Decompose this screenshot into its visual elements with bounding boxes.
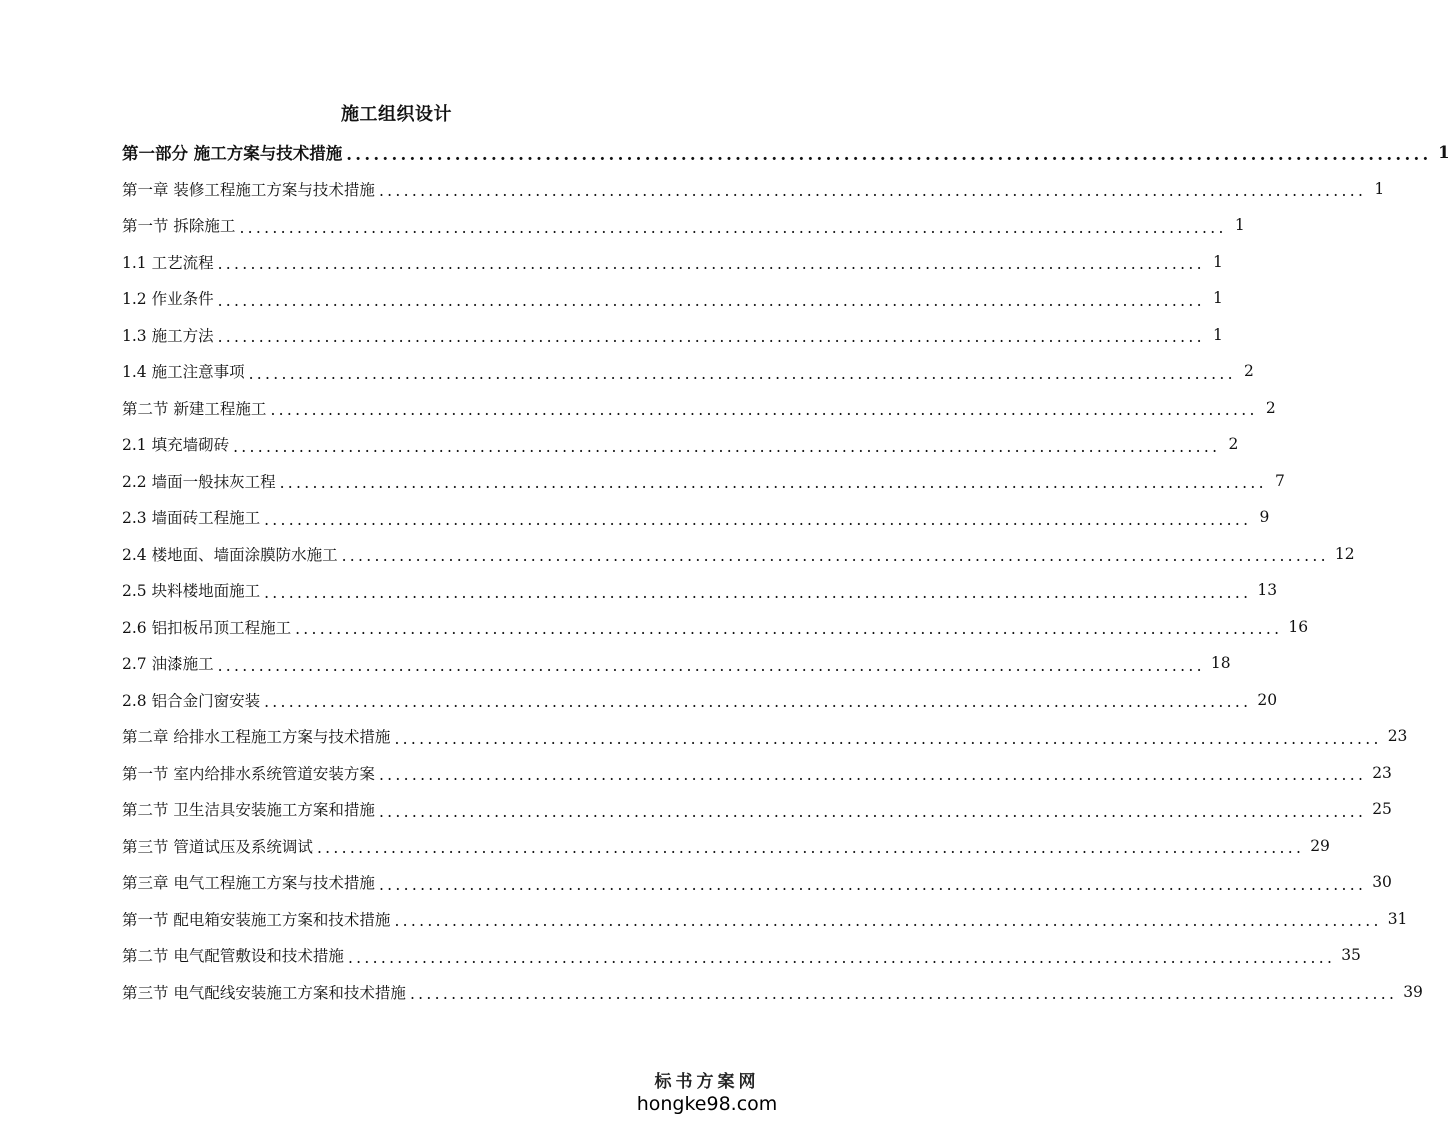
toc-entry-page-number: 2 [1265, 398, 1276, 417]
toc-leader-dots: ........................................................................................................................ [295, 620, 1283, 638]
toc-entry-label: 2.1 填充墙砌砖 [122, 436, 230, 455]
toc-entry-page-number: 29 [1310, 836, 1330, 855]
toc-leader-dots: ........................................................................................................................ [378, 875, 1367, 894]
toc-entry-label: 第一部分 施工方案与技术措施 [122, 144, 343, 164]
toc-leader-dots: ........................................................................................................................ [264, 510, 1252, 529]
toc-entry [122, 645, 1231, 682]
toc-entry [122, 755, 1392, 792]
toc-leader-dots: ........................................................................................................................ [217, 255, 1205, 273]
toc-leader-dots: ........................................................................................................................ [279, 474, 1267, 492]
toc-entry-page-number: 18 [1210, 654, 1231, 673]
toc-entry [122, 280, 1223, 317]
toc-leader-dots: ........................................................................................................................ [378, 766, 1367, 784]
toc-entry [122, 828, 1330, 865]
watermark-chinese-text: 标书方案网 [654, 1072, 760, 1092]
toc-leader-dots: ........................................................................................................................ [217, 656, 1205, 675]
toc-entry-page-number: 25 [1372, 800, 1392, 819]
toc-entry-page-number: 1 [1212, 289, 1223, 308]
toc-entry-page-number: 2 [1243, 362, 1254, 381]
toc-entry-label: 1.1 工艺流程 [122, 253, 214, 272]
toc-leader-dots: ........................................................................................................................ [394, 729, 1382, 748]
toc-entry-page-number: 39 [1403, 982, 1423, 1001]
toc-entry-page-number: 1 [1374, 179, 1385, 198]
toc-entry [122, 134, 1450, 171]
toc-entry-page-number: 23 [1387, 727, 1408, 746]
toc-entry-label: 第一章 装修工程施工方案与技术措施 [122, 180, 375, 199]
toc-entry-page-number: 35 [1341, 946, 1361, 965]
toc-leader-dots: ........................................................................................................................ [270, 401, 1258, 419]
toc-entry-page-number: 12 [1334, 544, 1355, 563]
toc-entry-page-number: 23 [1372, 763, 1392, 782]
toc-entry [122, 426, 1239, 463]
toc-entry [122, 317, 1223, 354]
toc-entry-label: 2.3 墙面砖工程施工 [122, 509, 261, 528]
toc-entry-page-number: 9 [1259, 508, 1270, 527]
toc-entry-label: 2.4 楼地面、墙面涂膜防水施工 [122, 545, 338, 564]
toc-entry-label: 第三章 电气工程施工方案与技术措施 [122, 874, 375, 893]
toc-leader-dots: ........................................................................................................................ [378, 182, 1367, 200]
toc-entry [122, 499, 1270, 536]
toc-entry [122, 974, 1423, 1011]
toc-entry-label: 1.2 作业条件 [122, 290, 214, 309]
toc-leader-dots: ........................................................................................................................ [239, 218, 1227, 237]
toc-entry [122, 463, 1285, 500]
toc-entry-label: 第一节 配电箱安装施工方案和技术措施 [122, 910, 391, 929]
document-title: 施工组织设计 [341, 104, 452, 125]
table-of-contents [122, 134, 1450, 1010]
toc-leader-dots: ........................................................................................................................ [264, 693, 1252, 711]
toc-entry [122, 244, 1223, 281]
toc-entry [122, 572, 1278, 609]
toc-entry [122, 682, 1278, 719]
toc-entry-page-number: 1 [1212, 252, 1223, 271]
toc-entry-page-number: 1 [1438, 142, 1450, 162]
toc-entry-page-number: 1 [1234, 216, 1245, 235]
toc-entry [122, 937, 1361, 974]
toc-entry-label: 2.7 油漆施工 [122, 655, 214, 674]
toc-entry-page-number: 1 [1212, 325, 1223, 344]
toc-entry-page-number: 7 [1274, 471, 1285, 490]
toc-entry-label: 第二章 给排水工程施工方案与技术措施 [122, 728, 391, 747]
site-watermark [632, 1071, 782, 1115]
toc-entry-page-number: 13 [1257, 581, 1278, 600]
toc-entry [122, 609, 1309, 646]
toc-leader-dots: ........................................................................................................................ [316, 839, 1305, 857]
toc-entry-label: 第三节 管道试压及系统调试 [122, 837, 313, 856]
toc-leader-dots: ........................................................................................................................ [394, 912, 1382, 930]
toc-entry [122, 536, 1355, 573]
toc-entry-page-number: 2 [1228, 435, 1239, 454]
toc-entry [122, 390, 1276, 427]
toc-entry [122, 171, 1385, 208]
toc-entry-label: 2.5 块料楼地面施工 [122, 582, 261, 601]
toc-entry-page-number: 30 [1372, 873, 1392, 892]
toc-leader-dots: ........................................................................................................................ [409, 985, 1398, 1003]
toc-entry [122, 718, 1408, 755]
toc-entry [122, 901, 1408, 938]
toc-leader-dots: ........................................................................................................................ [347, 948, 1336, 967]
toc-leader-dots: ........................................................................................................................ [346, 145, 1432, 164]
toc-entry-label: 第二节 新建工程施工 [122, 399, 267, 418]
toc-leader-dots: ........................................................................................................................ [378, 802, 1367, 821]
toc-leader-dots: ........................................................................................................................ [341, 547, 1329, 565]
toc-entry [122, 207, 1245, 244]
toc-entry [122, 864, 1392, 901]
toc-leader-dots: ........................................................................................................................ [264, 583, 1252, 602]
toc-entry-label: 1.3 施工方法 [122, 326, 214, 345]
toc-leader-dots: ........................................................................................................................ [233, 437, 1221, 456]
toc-entry-label: 2.2 墙面一般抹灰工程 [122, 472, 276, 491]
watermark-url-text: hongke98.com [636, 1093, 778, 1115]
toc-leader-dots: ........................................................................................................................ [248, 364, 1236, 383]
toc-entry-page-number: 16 [1288, 617, 1309, 636]
toc-entry-label: 第三节 电气配线安装施工方案和技术措施 [122, 983, 406, 1002]
toc-entry-label: 1.4 施工注意事项 [122, 363, 245, 382]
toc-entry-label: 2.6 铝扣板吊顶工程施工 [122, 618, 292, 637]
toc-entry-label: 第一节 拆除施工 [122, 217, 236, 236]
toc-leader-dots: ........................................................................................................................ [217, 328, 1205, 346]
toc-entry [122, 791, 1392, 828]
toc-leader-dots: ........................................................................................................................ [217, 291, 1205, 310]
toc-entry-page-number: 31 [1387, 909, 1408, 928]
toc-entry-label: 第二节 卫生洁具安装施工方案和措施 [122, 801, 375, 820]
toc-entry-label: 第一节 室内给排水系统管道安装方案 [122, 764, 375, 783]
toc-entry [122, 353, 1254, 390]
toc-entry-label: 2.8 铝合金门窗安装 [122, 691, 261, 710]
toc-entry-label: 第二节 电气配管敷设和技术措施 [122, 947, 344, 966]
toc-entry-page-number: 20 [1257, 690, 1278, 709]
